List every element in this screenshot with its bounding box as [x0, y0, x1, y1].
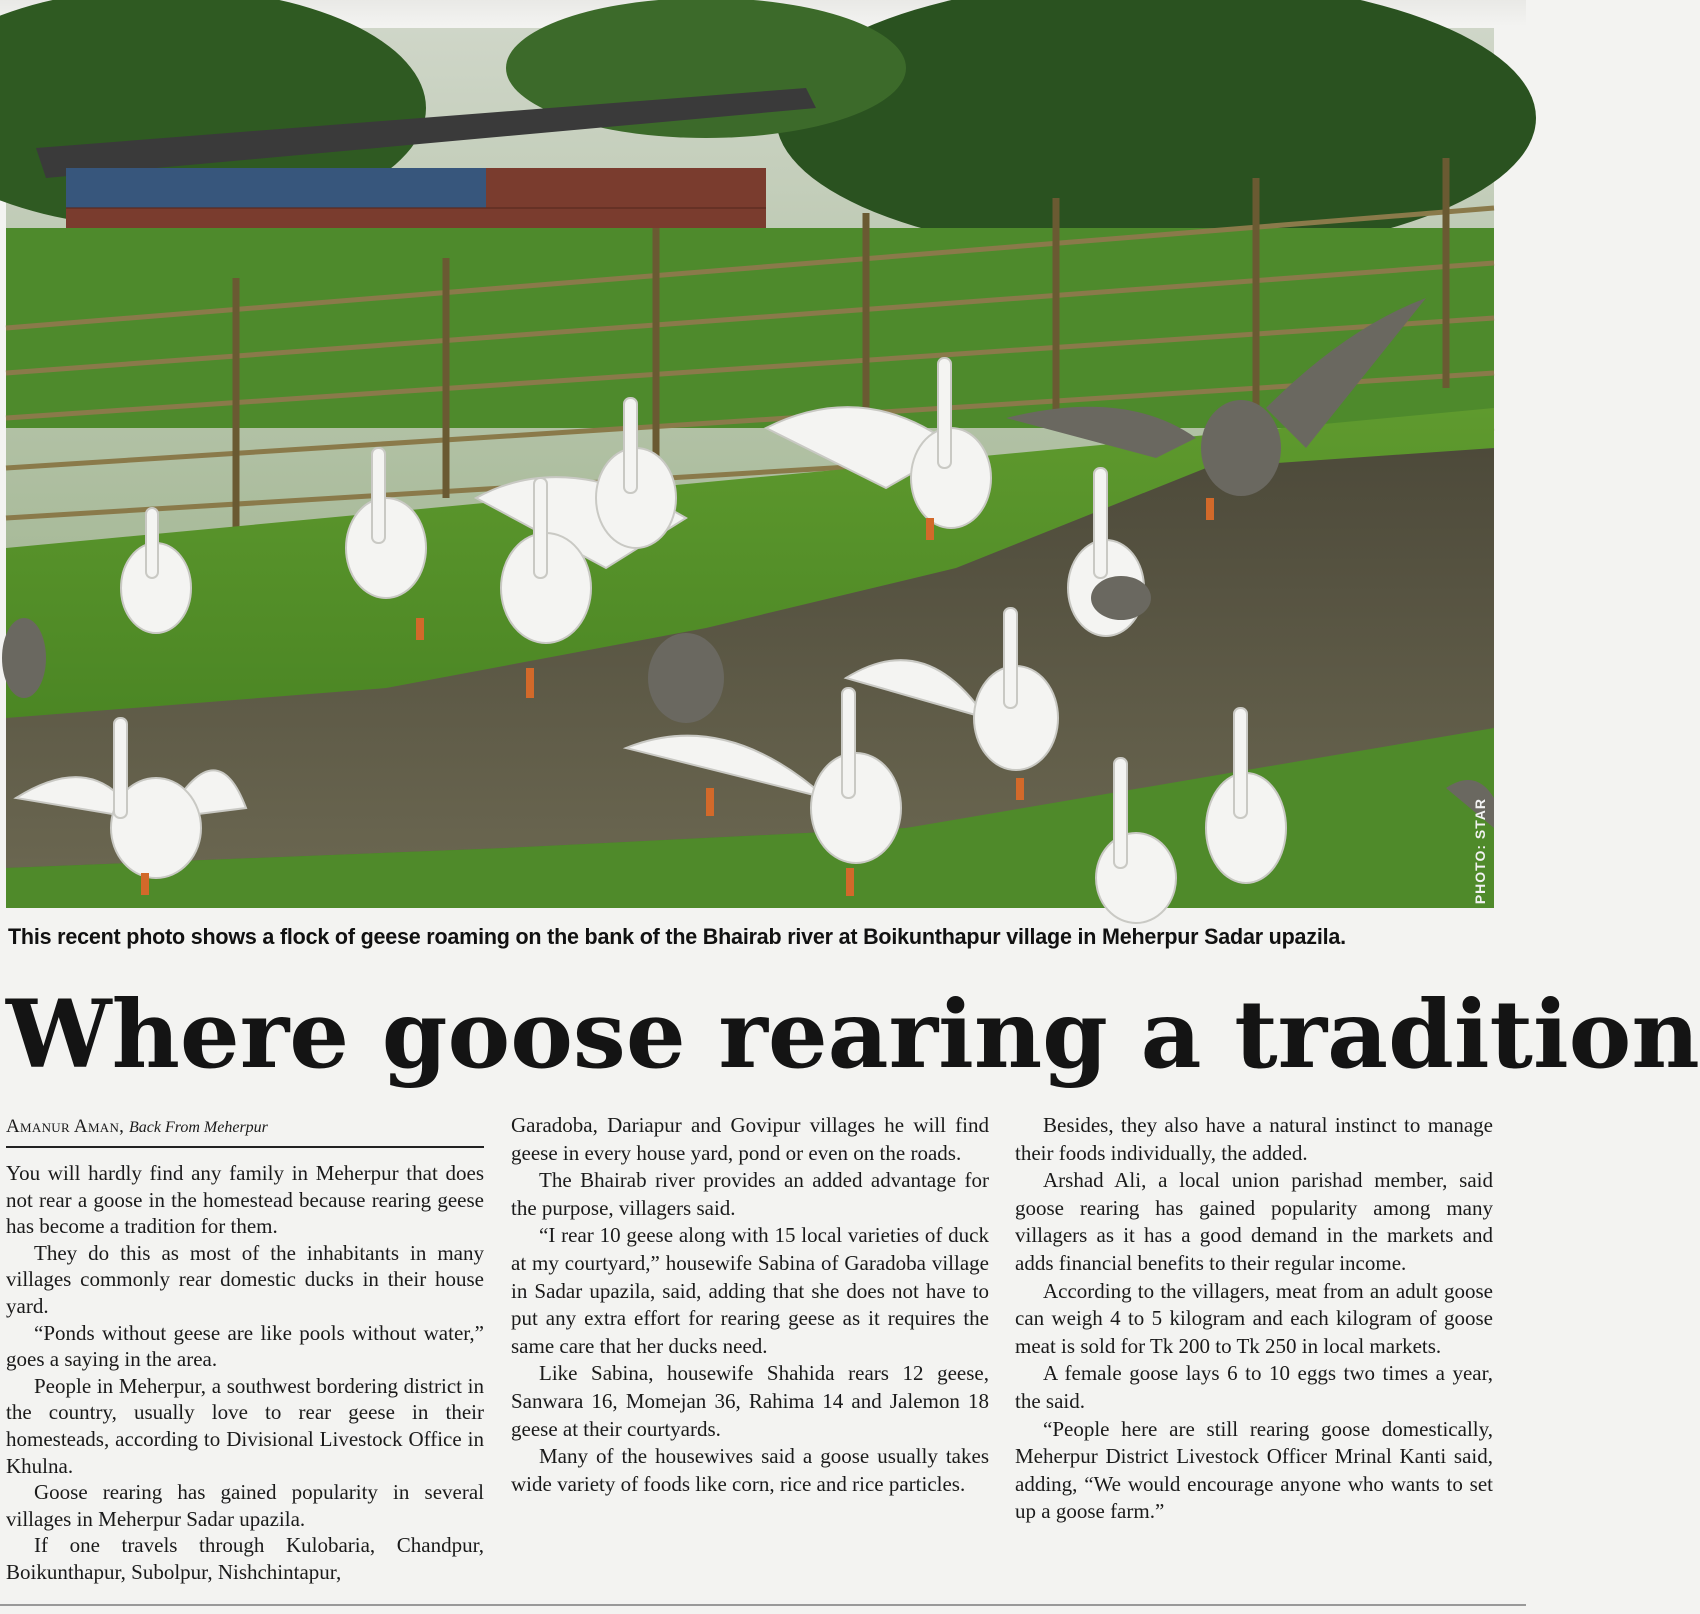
paragraph: A female goose lays 6 to 10 eggs two times a year, the said.: [1015, 1361, 1493, 1413]
paragraph: Arshad Ali, a local union parishad member, said goose rearing has gained popularity among many villagers as it has a good demand in the markets and adds financial benefits to their regular income.: [1015, 1168, 1493, 1275]
photo-credit: PHOTO: STAR: [1472, 798, 1488, 905]
article-column-3: [1015, 1112, 1493, 1526]
article-column-2: [511, 1112, 989, 1498]
paragraph: Garadoba, Dariapur and Govipur villages he will find geese in every house yard, pond or even on the roads.: [511, 1113, 989, 1165]
byline-author: Amanur Aman,: [6, 1116, 125, 1137]
paragraph: “People here are still rearing goose domestically, Meherpur District Livestock Officer Mrinal Kanti said, adding, “We would encourage anyone who wants to set up a goose farm.”: [1015, 1416, 1493, 1524]
paragraph: Like Sabina, housewife Shahida rears 12 geese, Sanwara 16, Momejan 36, Rahima 14 and Jalemon 18 geese at their courtyards.: [511, 1361, 989, 1441]
paragraph: You will hardly find any family in Meherpur that does not rear a goose in the homestead because rearing geese has become a tradition for them.: [6, 1161, 484, 1239]
paragraph: Besides, they also have a natural instinct to manage their foods individually, the added.: [1015, 1113, 1493, 1165]
paragraph: People in Meherpur, a southwest bordering district in the country, usually love to rear geese in their homesteads, according to Divisional Livestock Office in Khulna.: [6, 1373, 484, 1478]
paragraph: The Bhairab river provides an added advantage for the purpose, villagers said.: [511, 1168, 989, 1220]
byline-dateline: Back From Meherpur: [128, 1119, 268, 1136]
byline-rule: [6, 1146, 484, 1148]
paragraph: Many of the housewives said a goose usually takes wide variety of foods like corn, rice and rice particles.: [511, 1444, 989, 1496]
paragraph: If one travels through Kulobaria, Chandpur, Boikunthapur, Subolpur, Nishchintapur,: [6, 1533, 484, 1584]
article-headline: Where goose rearing a tradition: [6, 980, 1700, 1090]
byline: [6, 1114, 484, 1141]
paragraph: According to the villagers, meat from an adult goose can weigh 4 to 5 kilogram and each kilogram of goose meat is sold for Tk 200 to Tk 250 in local markets.: [1015, 1278, 1493, 1358]
paragraph: “Ponds without geese are like pools without water,” goes a saying in the area.: [6, 1320, 484, 1372]
paragraph: They do this as most of the inhabitants in many villages commonly rear domestic ducks in their house yard.: [6, 1240, 484, 1318]
geese-photo-illustration: [6, 28, 1494, 908]
news-photo: [6, 28, 1494, 908]
bottom-rule: [0, 1604, 1526, 1606]
paragraph: Goose rearing has gained popularity in several villages in Meherpur Sadar upazila.: [6, 1480, 484, 1531]
paragraph: “I rear 10 geese along with 15 local varieties of duck at my courtyard,” housewife Sabina of Garadoba village in Sadar upazila, said, adding that she does not have to put any extra effort for rearing geese as it requires the same care that her ducks need.: [511, 1223, 989, 1358]
article-column-1: [6, 1160, 484, 1586]
photo-caption: This recent photo shows a flock of geese roaming on the bank of the Bhairab river at Boikunthapur village in Meherpur Sadar upazila.: [8, 924, 1346, 950]
